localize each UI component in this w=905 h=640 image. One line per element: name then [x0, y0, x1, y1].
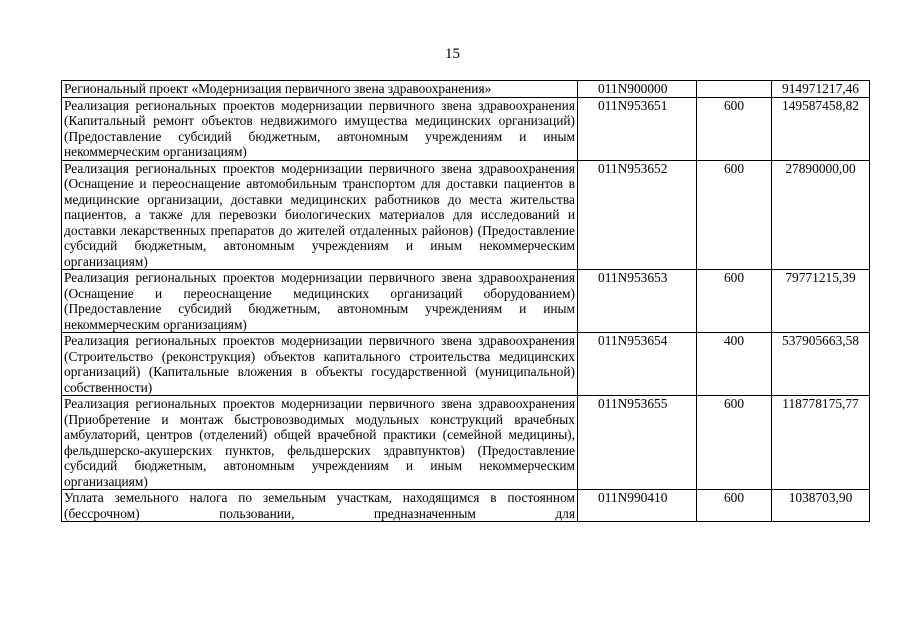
- row-description: Реализация региональных проектов модернизации первичного звена здравоохранения (Оснащение и переоснащение автомобильным транспортом для доставки пациентов в медицинские организации, доставки медицинских работников до места жительства пациентов, а также для перевозки биологических материалов для исследований и доставки лекарственных препаратов до жителей отдаленных районов) (Предоставление субсидий бюджетным, автономным учреждениям и иным некоммерческим организациям): [62, 160, 578, 270]
- row-expense-type: 600: [697, 270, 772, 333]
- budget-table: [61, 80, 870, 522]
- row-expense-type: 600: [697, 160, 772, 270]
- row-amount: 27890000,00: [772, 160, 870, 270]
- row-expense-type: 600: [697, 396, 772, 490]
- row-target-code: 011N900000: [578, 81, 697, 98]
- table-row: [62, 396, 870, 490]
- row-amount: 79771215,39: [772, 270, 870, 333]
- row-target-code: 011N953654: [578, 333, 697, 396]
- table-row: [62, 97, 870, 160]
- row-description: Уплата земельного налога по земельным участкам, находящимся в постоянном (бессрочном) пользовании, предназначенным для: [62, 490, 578, 522]
- table-row: [62, 490, 870, 522]
- row-target-code: 011N990410: [578, 490, 697, 522]
- row-description: Реализация региональных проектов модернизации первичного звена здравоохранения (Строительство (реконструкция) объектов капитального строительства медицинских организаций) (Капитальные вложения в объекты государственной (муниципальной) собственности): [62, 333, 578, 396]
- row-target-code: 011N953651: [578, 97, 697, 160]
- table-row: [62, 81, 870, 98]
- row-expense-type: 400: [697, 333, 772, 396]
- row-description: Реализация региональных проектов модернизации первичного звена здравоохранения (Приобретение и монтаж быстровозводимых модульных конструкций врачебных амбулаторий, центров (отделений) общей врачебной практики (семейной медицины), фельдшерско-акушерских пунктов, фельдшерских здравпунктов) (Предоставление субсидий бюджетным, автономным учреждениям и иным некоммерческим организациям): [62, 396, 578, 490]
- row-amount: 537905663,58: [772, 333, 870, 396]
- row-amount: 1038703,90: [772, 490, 870, 522]
- table-row: [62, 270, 870, 333]
- row-description: Реализация региональных проектов модернизации первичного звена здравоохранения (Капитальный ремонт объектов недвижимого имущества медицинских организаций) (Предоставление субсидий бюджетным, автономным учреждениям и иным некоммерческим организациям): [62, 97, 578, 160]
- row-amount: 149587458,82: [772, 97, 870, 160]
- row-description: Реализация региональных проектов модернизации первичного звена здравоохранения (Оснащение и переоснащение медицинских организаций оборудованием) (Предоставление субсидий бюджетным, автономным учреждениям и иным некоммерческим организациям): [62, 270, 578, 333]
- table-row: [62, 160, 870, 270]
- row-target-code: 011N953652: [578, 160, 697, 270]
- row-amount: 118778175,77: [772, 396, 870, 490]
- row-amount: 914971217,46: [772, 81, 870, 98]
- row-expense-type: [697, 81, 772, 98]
- page-number: 15: [445, 46, 460, 62]
- row-target-code: 011N953653: [578, 270, 697, 333]
- row-description: Региональный проект «Модернизация первичного звена здравоохранения»: [62, 81, 578, 98]
- row-expense-type: 600: [697, 97, 772, 160]
- row-target-code: 011N953655: [578, 396, 697, 490]
- row-expense-type: 600: [697, 490, 772, 522]
- table-row: [62, 333, 870, 396]
